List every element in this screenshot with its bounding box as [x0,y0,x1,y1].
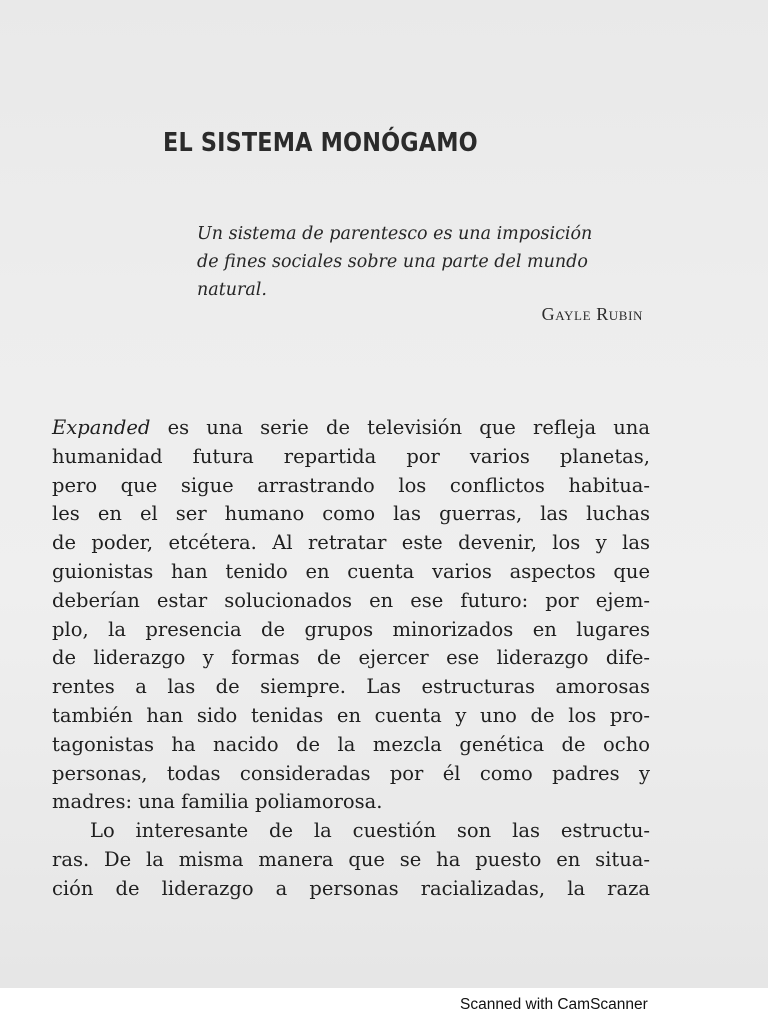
paragraph-2 [52,817,650,903]
text-line: deberían estar solucionados en ese futuro: por ejem- [52,588,650,612]
text-line: también han sido tenidas en cuenta y uno de los pro- [52,703,650,727]
text-line: rentes a las de siempre. Las estructuras amorosas [52,675,650,699]
text-line: ción de liderazgo a personas racializadas, la raza [52,876,650,900]
text-line: madres: una familia poliamorosa. [52,790,383,814]
text-line: tagonistas ha nacido de la mezcla genética de ocho [52,732,650,756]
epigraph-author: Gayle Rubin [541,304,643,324]
epigraph-line: natural. [197,280,267,300]
text-line: humanidad futura repartida por varios planetas, [52,444,650,468]
text-line: personas, todas consideradas por él como padres y [52,761,650,785]
text-line: guionistas han tenido en cuenta varios aspectos que [52,559,650,583]
series-title: Expanded [52,416,151,439]
body-text [52,414,650,904]
text-line: les en el ser humano como las guerras, las luchas [52,502,650,526]
scanner-watermark: Scanned with CamScanner [460,996,648,1013]
text-line: plo, la presencia de grupos minorizados en lugares [52,617,650,641]
text-line [52,414,650,443]
text-line: de poder, etcétera. Al retratar este devenir, los y las [52,531,650,555]
chapter-title: EL SISTEMA MONÓGAMO [163,128,478,158]
text-line: pero que sigue arrastrando los conflictos habitua- [52,473,650,497]
text-line-content: es una serie de televisión que refleja una [150,416,650,439]
text-line: Lo interesante de la cuestión son las estructu- [90,819,650,843]
text-line: ras. De la misma manera que se ha puesto en situa- [52,847,650,871]
paragraph-1 [52,414,650,817]
epigraph-line: de fines sociales sobre una parte del mundo [197,252,588,272]
text-line: de liderazgo y formas de ejercer ese liderazgo dife- [52,646,650,670]
epigraph-line: Un sistema de parentesco es una imposición [197,224,593,244]
epigraph-quote [197,220,647,304]
